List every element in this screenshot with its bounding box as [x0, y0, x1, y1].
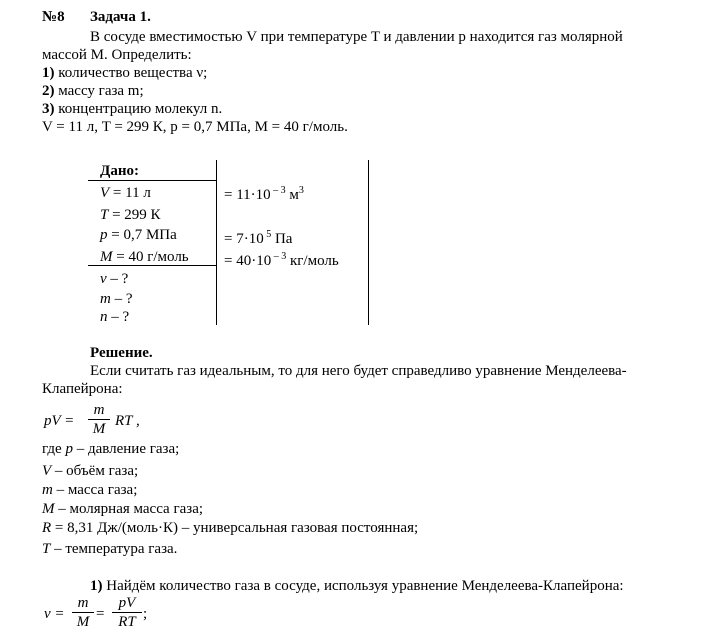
- equation-fraction: [88, 401, 110, 438]
- given-title-divider: [88, 180, 216, 181]
- given-row-p: p = 0,7 МПа: [100, 227, 177, 243]
- equation2-denominator-1: M: [76, 614, 90, 630]
- equation2-lhs: ν =: [44, 606, 65, 622]
- question-item: 1) количество вещества ν;: [42, 65, 208, 81]
- definition-row: V – объём газа;: [42, 463, 139, 479]
- given-row-t: T = 299 К: [100, 207, 161, 223]
- si-conversion-volume: = 11·10 $^{- 3}$ $м^3$: [224, 185, 304, 203]
- question-item: 2) массу газа m;: [42, 83, 144, 99]
- given-title: Дано:: [100, 163, 139, 179]
- solution-step-1: 1) Найдём количество газа в сосуде, используя уравнение Менделеева-Клапейрона:: [90, 578, 624, 594]
- given-vertical-divider: [216, 160, 217, 325]
- definition-row: m – масса газа;: [42, 482, 138, 498]
- equation2-numerator-1: m: [77, 595, 89, 611]
- si-conversion-pressure: = 7·10 $^5$ Па: [224, 229, 293, 247]
- si-vertical-divider: [368, 160, 369, 325]
- equation2-tail: ;: [143, 606, 148, 622]
- equation2-equals: =: [96, 606, 105, 622]
- unknown-row: n – ?: [100, 309, 130, 325]
- unknown-row: m – ?: [100, 291, 133, 307]
- task-title: Задача 1.: [90, 9, 151, 25]
- problem-line-1: В сосуде вместимостью V при температуре T и давлении p находится газ молярной: [90, 29, 623, 45]
- unknowns-divider: [88, 265, 216, 266]
- solution-intro-2: Клапейрона:: [42, 381, 123, 397]
- given-values-line: V = 11 л, T = 299 К, p = 0,7 МПа, M = 40 г/моль.: [42, 119, 348, 135]
- unknown-row: ν – ?: [100, 271, 129, 287]
- equation-numerator: m: [93, 402, 105, 418]
- equation2-fraction-1: [72, 594, 94, 631]
- solution-title: Решение.: [90, 345, 153, 361]
- question-item: 3) концентрацию молекул n.: [42, 101, 223, 117]
- problem-number: №8: [42, 9, 65, 25]
- equation2-fraction-2: [112, 594, 142, 631]
- equation-denominator: M: [92, 421, 106, 437]
- equation2-numerator-2: pV: [118, 595, 136, 611]
- given-row-m: M = 40 г/моль: [100, 249, 189, 265]
- problem-line-2: массой M. Определить:: [42, 47, 192, 63]
- solution-intro-1: Если считать газ идеальным, то для него будет справедливо уравнение Менделеева-: [90, 363, 627, 379]
- definition-row: T – температура газа.: [42, 541, 178, 557]
- definition-row: R = 8,31 Дж/(моль·К) – универсальная газовая постоянная;: [42, 520, 419, 536]
- given-row-v: V = 11 л: [100, 185, 151, 201]
- si-conversion-molar-mass: = 40·10 $^{- 3}$ кг/моль: [224, 251, 339, 269]
- definition-row: где p – давление газа;: [42, 441, 180, 457]
- equation-rhs: RT ,: [115, 413, 140, 429]
- equation-lhs: pV =: [44, 413, 75, 429]
- definition-row: M – молярная масса газа;: [42, 501, 204, 517]
- equation2-denominator-2: RT: [118, 614, 136, 630]
